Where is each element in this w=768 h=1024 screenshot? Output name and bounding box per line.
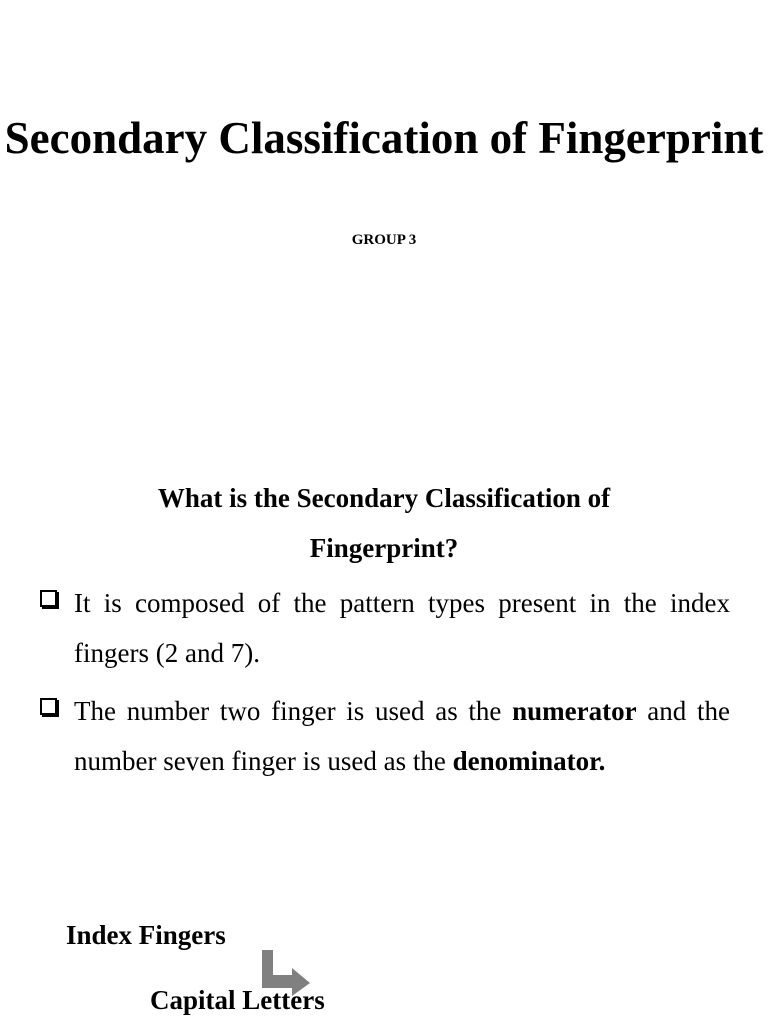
- question-heading: What is the Secondary Classification of Fingerprint?: [157, 483, 611, 563]
- numerator-term: numerator: [512, 696, 637, 726]
- checkbox-square-icon: [40, 698, 57, 715]
- bullet-2-text-middle: and the number seven finger is used as the: [74, 696, 730, 776]
- capital-letters-label: Capital Letters: [150, 985, 325, 1015]
- bullet-item-2: [36, 686, 730, 786]
- bullet-item-1: [36, 578, 730, 678]
- denominator-term: denominator.: [452, 746, 606, 776]
- slide-subtitle: GROUP 3: [351, 232, 417, 248]
- slide-title: Secondary Classification of Fingerprint: [4, 113, 764, 163]
- index-fingers-label: Index Fingers: [66, 920, 226, 950]
- bullet-2-text-before: The number two finger is used as the: [74, 696, 513, 726]
- bullet-text-1: It is composed of the pattern types present in the index fingers (2 and 7).: [74, 588, 730, 668]
- bullet-text-2: [74, 686, 730, 786]
- checkbox-square-icon: [40, 590, 57, 607]
